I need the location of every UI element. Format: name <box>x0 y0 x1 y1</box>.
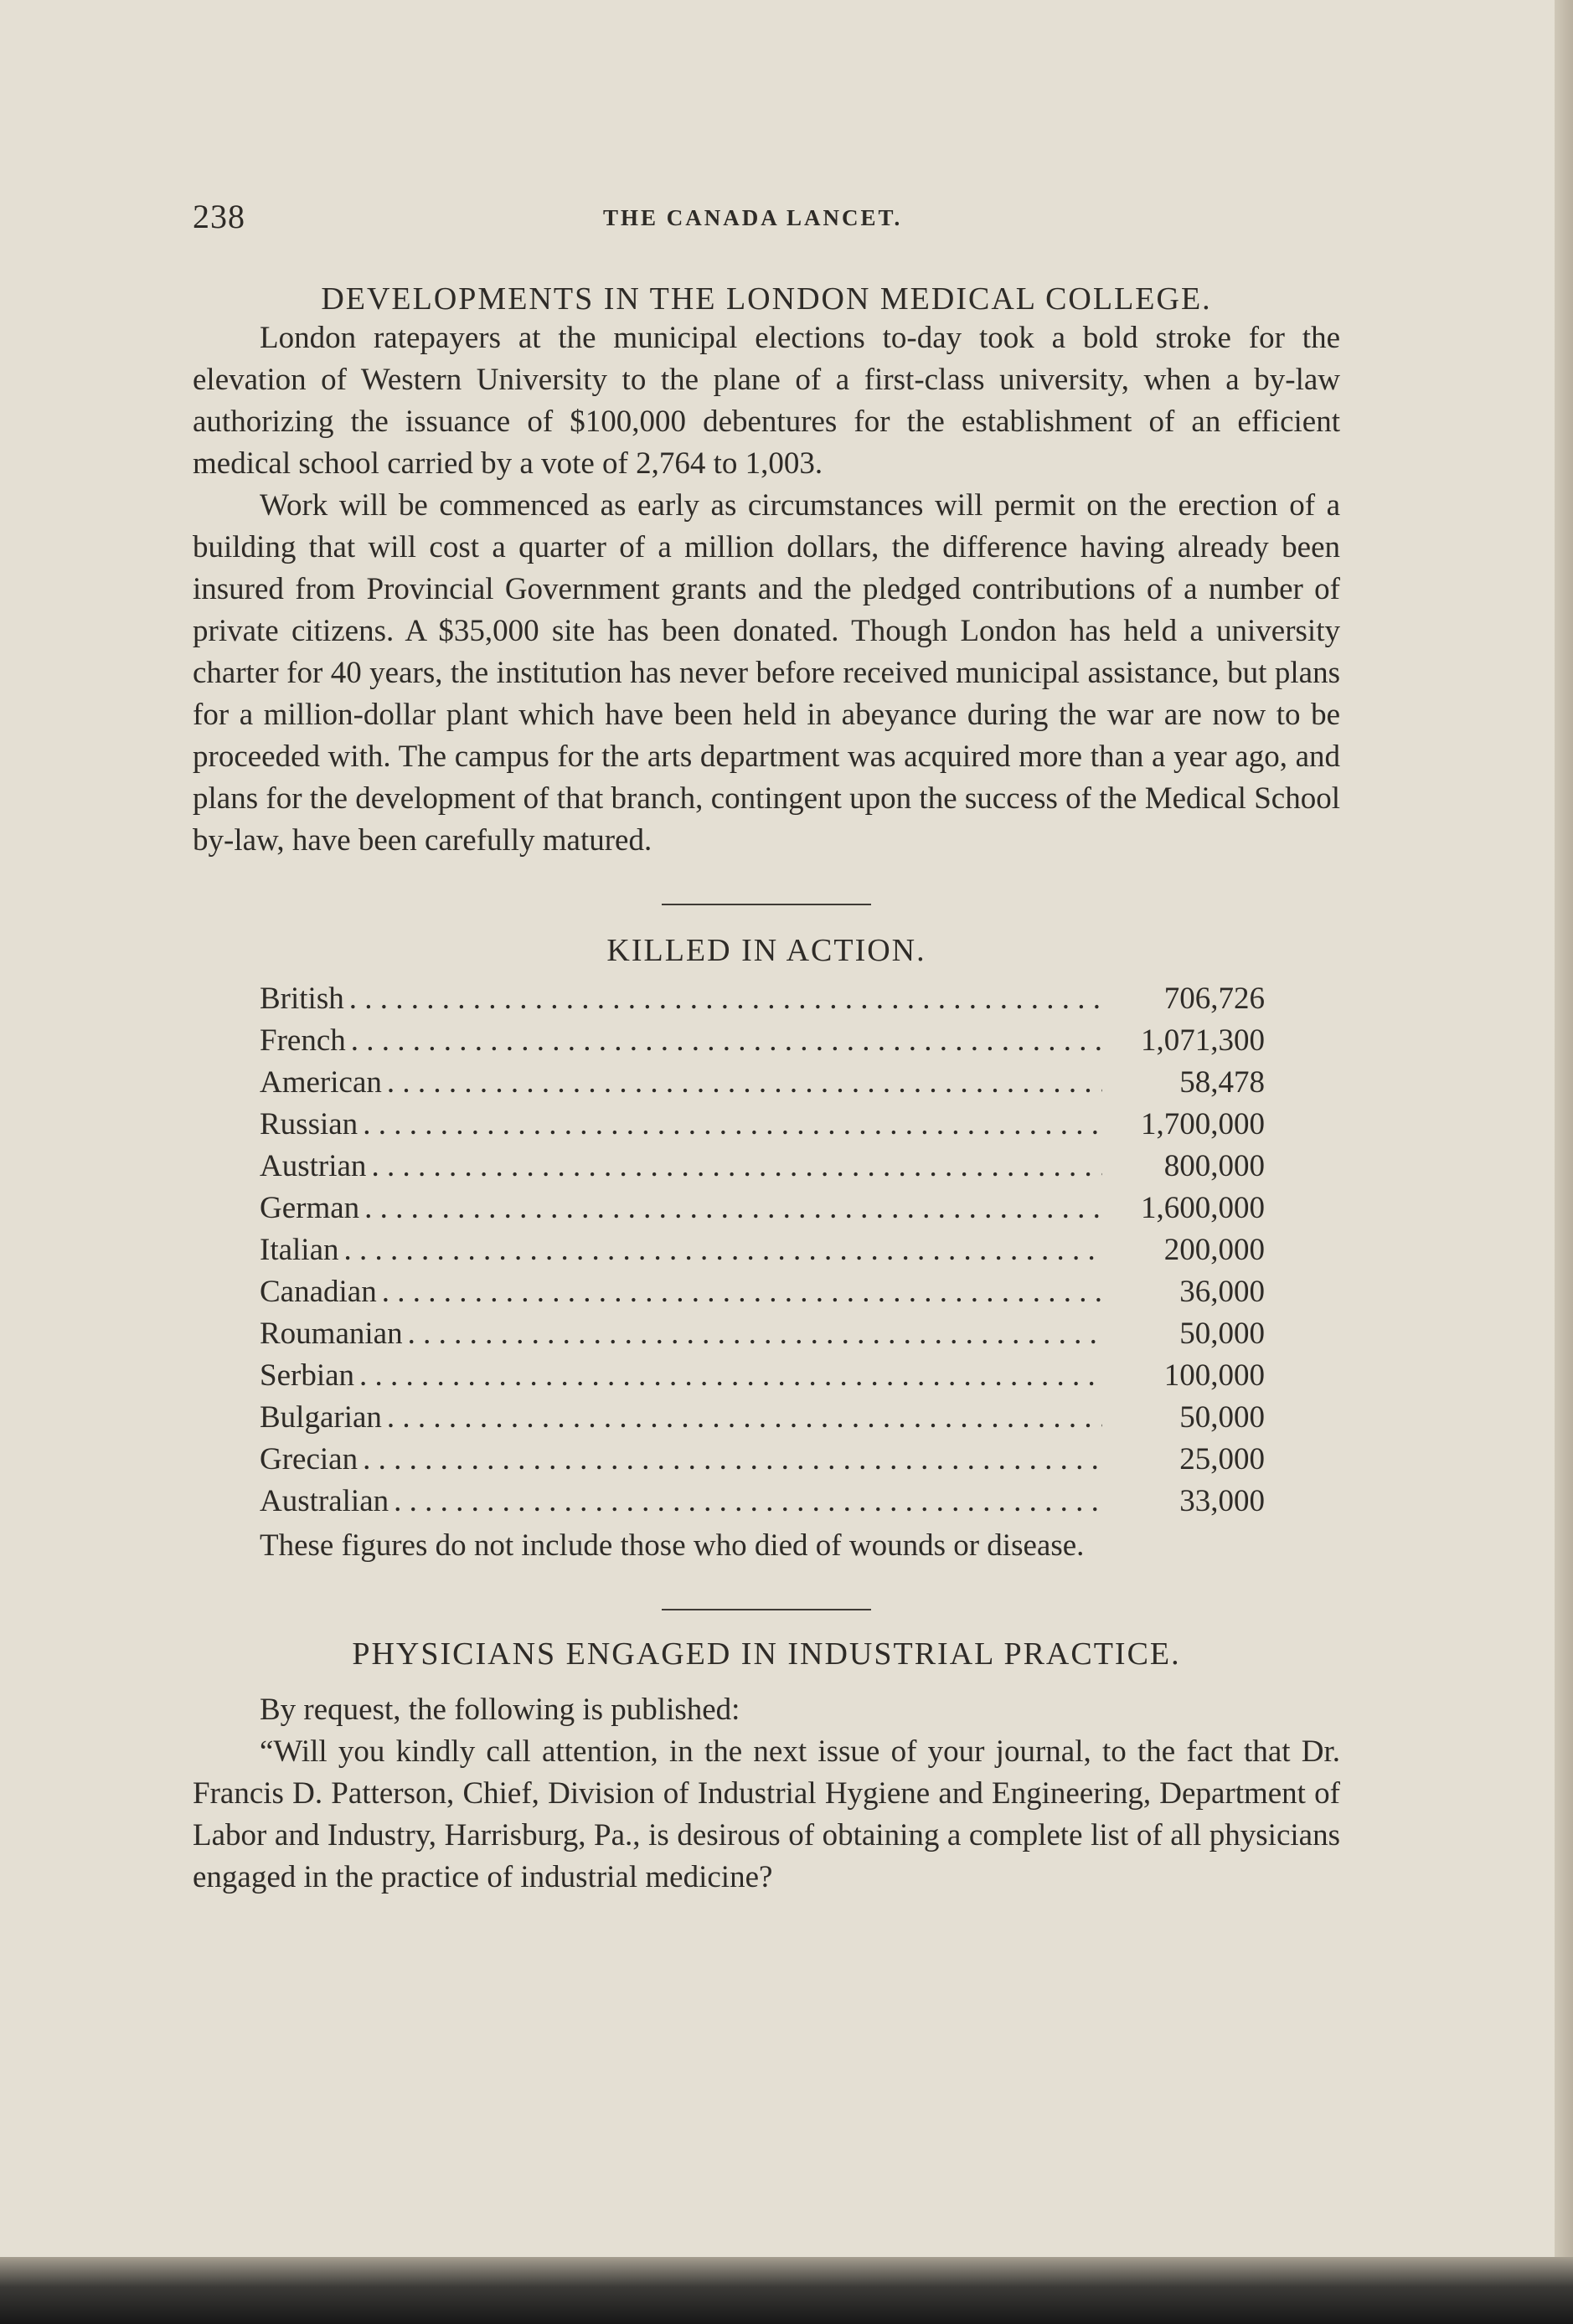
row-label: Russian <box>260 1107 358 1141</box>
table-row <box>260 1274 1265 1316</box>
row-label: American <box>260 1065 382 1100</box>
physicians-paragraph-2: “Will you kindly call attention, in the next issue of your journal, to the fact that Dr. Francis D. Patterson, Chief, Division of Industrial Hygiene and Engineering, Department of Labor and Industry, Harrisburg, Pa., is desirous of obtaining a complete list of all physicians engaged in the practice of industrial medicine? <box>193 1734 1340 1894</box>
dot-leader <box>371 1148 1102 1184</box>
table-row <box>260 1358 1265 1399</box>
row-label: German <box>260 1191 360 1225</box>
developments-title: DEVELOPMENTS IN THE LONDON MEDICAL COLLEGE. <box>321 281 1212 317</box>
casualty-table <box>260 981 1265 1525</box>
table-row <box>260 1064 1265 1106</box>
dot-leader <box>363 1441 1102 1477</box>
row-label: Austrian <box>260 1149 367 1183</box>
row-value: 50,000 <box>1179 1400 1265 1435</box>
table-row <box>260 1106 1265 1148</box>
table-row <box>260 1399 1265 1441</box>
journal-title: THE CANADA LANCET. <box>603 205 903 230</box>
row-label: Roumanian <box>260 1317 403 1351</box>
row-label: Australian <box>260 1484 389 1518</box>
dot-leader <box>387 1399 1102 1435</box>
developments-paragraph-2: Work will be commenced as early as circumstances will permit on the erection of a building that will cost a quarter of a million dollars, the difference having already been insured from Provincial Government grants and the pledged contributions of a number of private citizens. A $35,000 site has been donated. Though London has held a university charter for 40 years, the institution has never before received municipal assistance, but plans for a million-dollar plant which have been held in abeyance during the war are now to be proceeded with. The campus for the arts department was acquired more than a year ago, and plans for the development of that branch, contingent upon the success of the Medical School by-law, have been carefully matured. <box>193 488 1340 858</box>
physicians-paragraph-1: By request, the following is published: <box>260 1693 740 1727</box>
table-row <box>260 1148 1265 1190</box>
dot-leader <box>364 1190 1102 1226</box>
row-value: 706,726 <box>1163 982 1265 1016</box>
row-value: 58,478 <box>1179 1065 1265 1100</box>
developments-article <box>193 281 1340 862</box>
row-value: 800,000 <box>1163 1149 1265 1183</box>
row-value: 1,700,000 <box>1141 1107 1265 1141</box>
page-content <box>193 188 1340 1899</box>
table-row <box>260 1232 1265 1274</box>
dot-leader <box>359 1358 1102 1394</box>
row-label: Serbian <box>260 1358 355 1393</box>
physicians-article <box>193 1636 1340 1899</box>
dot-leader <box>363 1106 1102 1142</box>
table-row <box>260 1316 1265 1358</box>
dot-leader <box>382 1274 1102 1310</box>
row-value: 100,000 <box>1163 1358 1265 1393</box>
dot-leader <box>408 1316 1102 1352</box>
table-row <box>260 981 1265 1023</box>
killed-in-action-article <box>193 932 1340 1567</box>
row-label: Canadian <box>260 1275 377 1309</box>
running-head <box>193 188 1340 239</box>
casualty-note: These figures do not include those who died of wounds or disease. <box>260 1528 1085 1563</box>
physicians-title: PHYSICIANS ENGAGED IN INDUSTRIAL PRACTICE. <box>352 1636 1181 1672</box>
page-edge <box>1555 0 1573 2324</box>
row-label: French <box>260 1023 346 1058</box>
row-value: 1,071,300 <box>1141 1023 1265 1058</box>
row-label: British <box>260 982 344 1016</box>
section-divider <box>662 1609 871 1610</box>
table-row <box>260 1441 1265 1483</box>
dot-leader <box>387 1064 1102 1100</box>
scan-shadow <box>0 2257 1573 2324</box>
killed-title: KILLED IN ACTION. <box>606 933 926 968</box>
dot-leader <box>349 981 1102 1017</box>
row-value: 33,000 <box>1179 1484 1265 1518</box>
row-label: Italian <box>260 1233 339 1267</box>
row-value: 1,600,000 <box>1141 1191 1265 1225</box>
page-number: 238 <box>193 198 245 235</box>
dot-leader <box>394 1483 1102 1519</box>
section-divider <box>662 904 871 905</box>
dot-leader <box>344 1232 1102 1268</box>
row-value: 50,000 <box>1179 1317 1265 1351</box>
table-row <box>260 1483 1265 1525</box>
dot-leader <box>351 1023 1102 1059</box>
row-value: 25,000 <box>1179 1442 1265 1476</box>
table-row <box>260 1023 1265 1064</box>
row-value: 200,000 <box>1163 1233 1265 1267</box>
developments-paragraph-1: London ratepayers at the municipal elections to-day took a bold stroke for the elevation of Western University to the plane of a first-class university, when a by-law authorizing the issuance of $100,000 debentures for the establishment of an efficient medical school carried by a vote of 2,764 to 1,003. <box>193 321 1340 481</box>
row-label: Grecian <box>260 1442 358 1476</box>
table-row <box>260 1190 1265 1232</box>
row-value: 36,000 <box>1179 1275 1265 1309</box>
row-label: Bulgarian <box>260 1400 382 1435</box>
